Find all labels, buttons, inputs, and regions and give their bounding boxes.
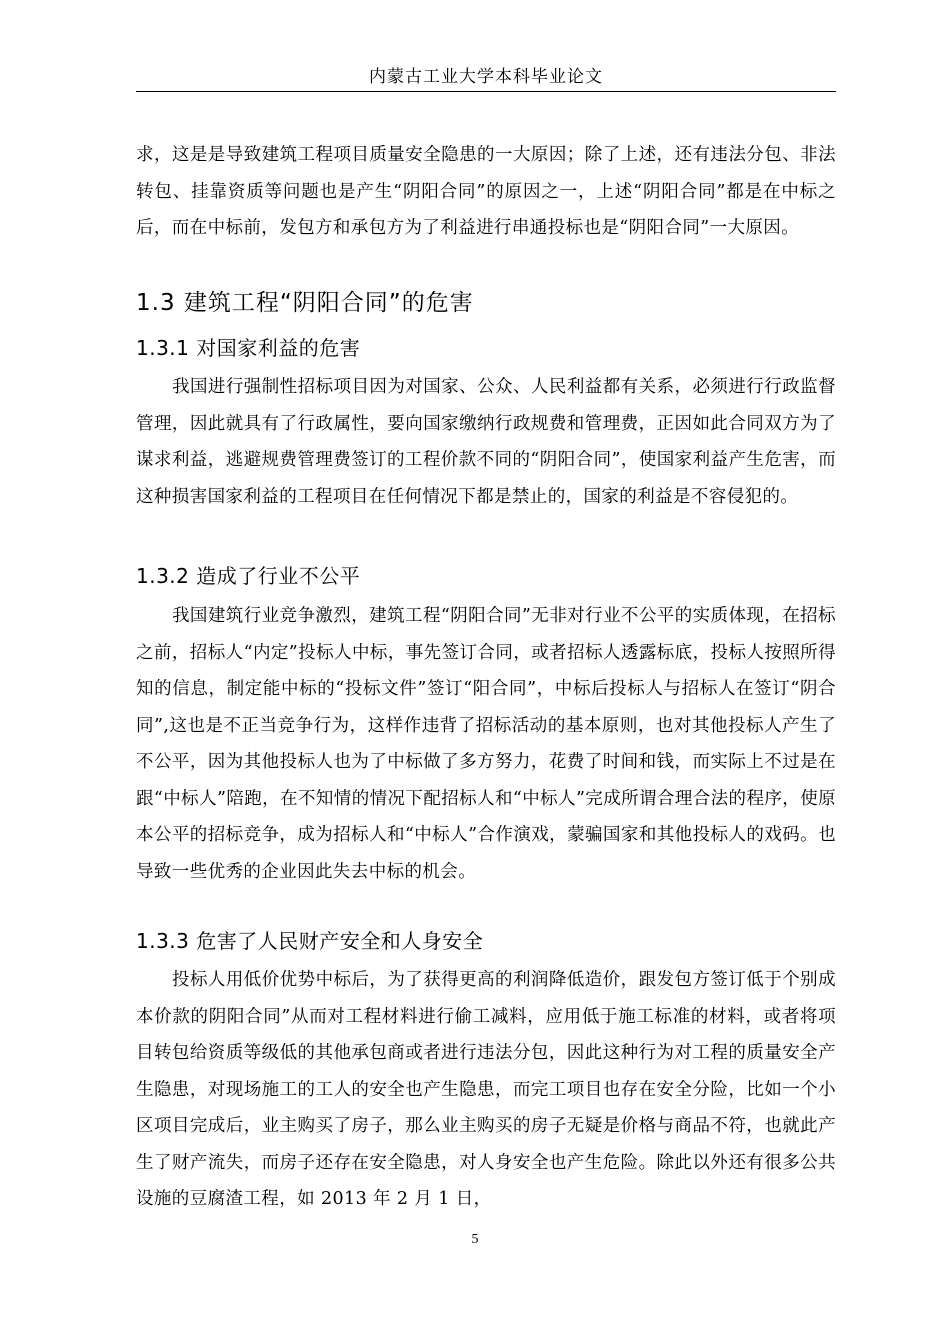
header-divider xyxy=(136,91,836,92)
running-header-title: 内蒙古工业大学本科毕业论文 xyxy=(369,67,603,87)
section-heading-1-3: 1.3 建筑工程“阴阳合同”的危害 xyxy=(136,290,474,316)
paragraph-property-safety: 投标人用低价优势中标后，为了获得更高的利润降低造价，跟发包方签订低于个别成本价款的阴阳合同”从而对工程材料进行偷工减料，应用低于施工标准的材料，或者将项目转包给资质等级低的其他承包商或者进行违法分包，因此这种行为对工程的质量安全产生隐患，对现场施工的工人的安全也产生隐患，而完工项目也存在安全分险，比如一个小区项目完成后，业主购买了房子，那么业主购买的房子无疑是价格与商品不符，也就此产生了财产流失，而房子还存在安全隐患，对人身安全也产生危险。除此以外还有很多公共设施的豆腐渣工程，如 2013 年 2 月 1 日， xyxy=(136,970,836,1209)
paragraph-continuation: 求，这是是导致建筑工程项目质量安全隐患的一大原因；除了上述，还有违法分包、非法转包、挂靠资质等问题也是产生“阴阳合同”的原因之一，上述“阴阳合同”都是在中标之后，而在中标前，发包方和承包方为了利益进行串通投标也是“阴阳合同”一大原因。 xyxy=(136,145,836,238)
subsection-heading-1-3-3: 1.3.3 危害了人民财产安全和人身安全 xyxy=(136,929,484,953)
page-number: 5 xyxy=(471,1232,479,1247)
paragraph-national-interest: 我国进行强制性招标项目因为对国家、公众、人民利益都有关系，必须进行行政监督管理，因此就具有了行政属性，要向国家缴纳行政规费和管理费，正因如此合同双方为了谋求利益，逃避规费管理费签订的工程价款不同的“阴阳合同”，使国家利益产生危害，而这种损害国家利益的工程项目在任何情况下都是禁止的，国家的利益是不容侵犯的。 xyxy=(136,377,836,507)
subsection-heading-1-3-1: 1.3.1 对国家利益的危害 xyxy=(136,336,361,360)
subsection-heading-1-3-2: 1.3.2 造成了行业不公平 xyxy=(136,564,361,588)
paragraph-industry-unfairness: 我国建筑行业竞争激烈，建筑工程“阴阳合同”无非对行业不公平的实质体现，在招标之前，招标人“内定”投标人中标，事先签订合同，或者招标人透露标底，投标人按照所得知的信息，制定能中标的“投标文件”签订“阳合同”，中标后投标人与招标人在签订“阴合同”,这也是不正当竞争行为，这样作违背了招标活动的基本原则，也对其他投标人产生了不公平，因为其他投标人也为了中标做了多方努力，花费了时间和钱，而实际上不过是在跟“中标人”陪跑，在不知情的情况下配招标人和“中标人”完成所谓合理合法的程序，使原本公平的招标竞争，成为招标人和“中标人”合作演戏，蒙骗国家和其他投标人的戏码。也导致一些优秀的企业因此失去中标的机会。 xyxy=(136,606,836,882)
